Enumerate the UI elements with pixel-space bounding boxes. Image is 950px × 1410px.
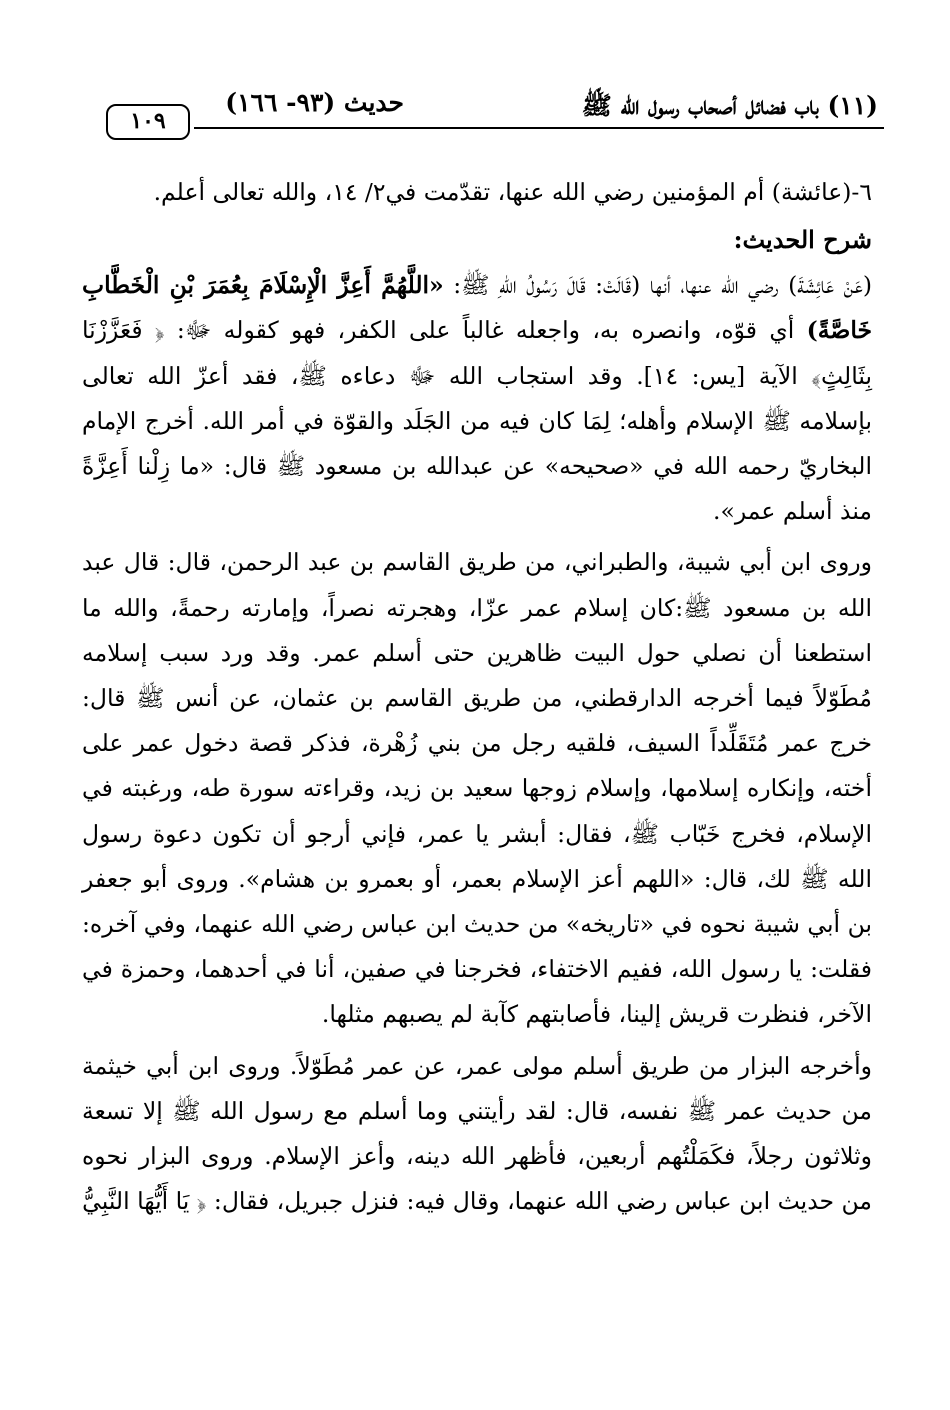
paragraph-2: وروى ابن أبي شيبة، والطبراني، من طريق القاسم بن عبد الرحمن، قال: قال عبد الله بن مسعود ﷺ:كان إسلام عمر عزّا، وهجرته نصراً، وإمارته رحمةً، والله ما استطعنا أن نصلي حول البيت ظاهرين حتى أسلم عمر. وقد ورد سبب إسلامه مُطَوّلاً فيما أخرجه الدارقطني، من طريق القاسم بن عثمان، عن أنس ﷺ قال: خرج عمر مُتَقَلِّداً السيف، فلقيه رجل من بني زُهْرة، فذكر قصة دخول عمر على أخته، وإنكاره إسلامها، وإسلام زوجها سعيد بن زيد، وقراءته سورة طه، ورغبته في الإسلام، فخرج خَبّاب ﷺ، فقال: أبشر يا عمر، فإني أرجو أن تكون دعوة رسول الله ﷺ لك، قال: «اللهم أعز الإسلام بعمر، أو بعمرو بن هشام». وروى أبو جعفر بن أبي شيبة نحوه في «تاريخه» من حديث ابن عباس رضي الله عنهما، وفي آخره: فقلت: يا رسول الله، ففيم الاختفاء، فخرجنا في صفين، أنا في أحدهما، وحمزة في الآخر، فنظرت قريش إلينا، فأصابتهم كآبة لم يصبهم مثلها. <box>82 548 872 1029</box>
hadith-quote: «اللَّهُمَّ أَعِزَّ الْإِسْلَامَ بِعُمَرَ بْنِ الْخَطَّابِ خَاصَّةً) <box>82 271 872 345</box>
paragraph-1 <box>82 263 872 534</box>
paragraph-3: وأخرجه البزار من طريق أسلم مولى عمر، عن عمر مُطَوّلاً. وروى ابن أبي خيثمة من حديث عمر ﷺ نفسه، قال: لقد رأيتني وما أسلم مع رسول الله ﷺ إلا تسعة وثلاثون رجلاً، فكَمَلْتُهم أربعين، فأظهر الله دينه، وأعز الإسلام. وروى البزار نحوه من حديث ابن عباس رضي الله عنهما، وقال فيه: فنزل جبريل، فقال: ﴿ يَا أَيُّهَا النَّبِيُّ <box>82 1051 872 1216</box>
header-rule <box>194 127 884 129</box>
footnote-line: ٦-(عائشة) أم المؤمنين رضي الله عنها، تقدّمت في٢/ ١٤، والله تعالى أعلم. <box>153 178 872 206</box>
section-heading: شرح الحديث: <box>733 225 872 255</box>
page-body <box>82 170 872 1224</box>
paragraph-1-commentary: أي قوّه، وانصره به، واجعله غالباً على الكفر، فهو كقوله ﷻ: ﴿ فَعَزَّزْنَا بِثَالِثٍ﴾ الآية [يس: ١٤]. وقد استجاب الله ﷻ دعاءه ﷺ، فقد أعزّ الله تعالى بإسلامه ﷺ الإسلام وأهله؛ لِمَا كان فيه من الجَلَد والقوّة في أمر الله. أخرج الإمام البخاريّ رحمه الله في «صحيحه» عن عبدالله بن مسعود ﷺ قال: «ما زِلْنا أَعِزَّةً منذ أسلم عمر». <box>82 316 872 526</box>
page-header <box>104 84 884 144</box>
hadith-range: حديث (٩٣- ١٦٦) <box>225 88 404 117</box>
page-number: ١٠٩ <box>106 104 190 140</box>
paragraph-1-intro: (عَنْ عَائِشَةَ) رضي الله عنها، أنها (قَالَتْ: قَالَ رَسُولُ اللهِ ﷺ: <box>443 271 872 300</box>
chapter-title: (١١) باب فضائل أصحاب رسول الله ﷺ <box>581 91 878 120</box>
